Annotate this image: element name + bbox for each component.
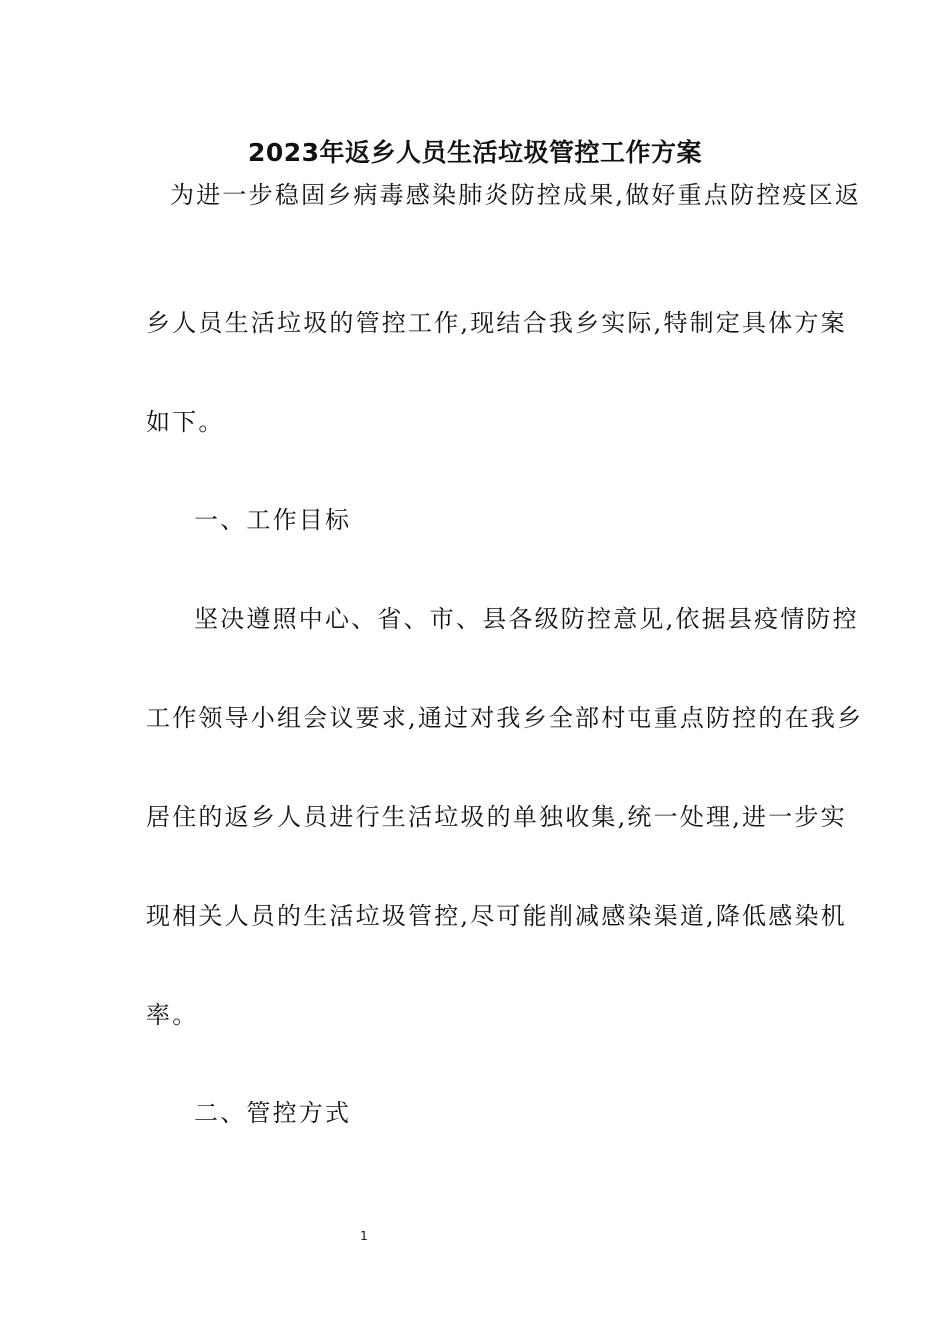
section-heading-control-methods: 二、管控方式 (194, 1099, 352, 1127)
page-number: 1 (360, 1229, 368, 1243)
goals-paragraph-line-4: 现相关人员的生活垃圾管控,尽可能削减感染渠道,降低感染机 (146, 902, 847, 930)
goals-paragraph-line-2: 工作领导小组会议要求,通过对我乡全部村屯重点防控的在我乡 (146, 704, 864, 732)
goals-paragraph-line-3: 居住的返乡人员进行生活垃圾的单独收集,统一处理,进一步实 (146, 803, 847, 831)
intro-paragraph-line-1: 为进一步稳固乡病毒感染肺炎防控成果,做好重点防控疫区返 (170, 181, 862, 209)
document-title: 2023年返乡人员生活垃圾管控工作方案 (247, 138, 703, 167)
goals-paragraph-line-5: 率。 (146, 1001, 199, 1029)
section-heading-goals: 一、工作目标 (194, 506, 352, 534)
intro-paragraph-line-2: 乡人员生活垃圾的管控工作,现结合我乡实际,特制定具体方案 (146, 309, 847, 337)
goals-paragraph-line-1: 坚决遵照中心、省、市、县各级防控意见,依据县疫情防控 (194, 605, 859, 633)
intro-paragraph-line-3: 如下。 (146, 408, 225, 436)
